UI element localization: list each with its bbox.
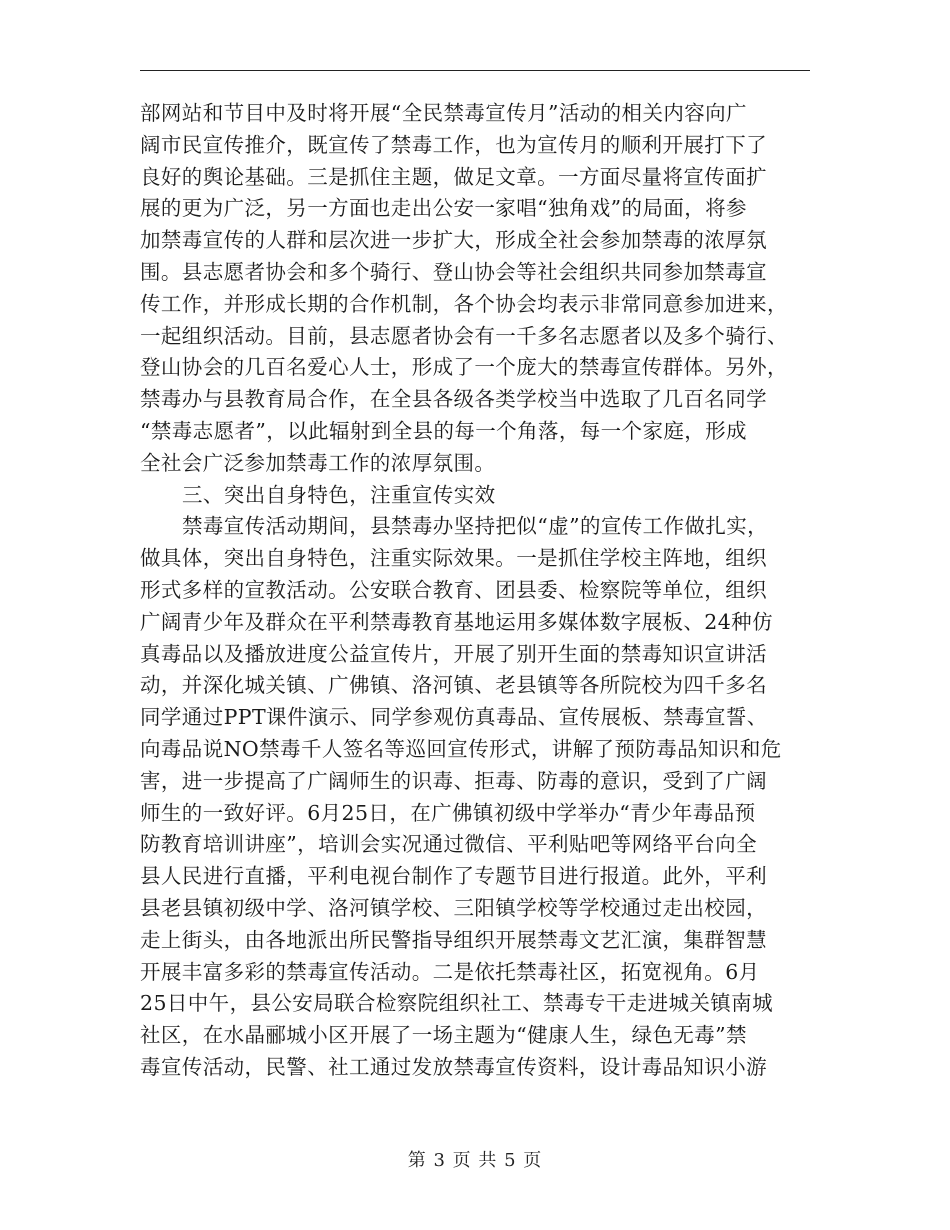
text-line: 部网站和节目中及时将开展“全民禁毒宣传月”活动的相关内容向广 <box>140 101 747 125</box>
text-line: 县老县镇初级中学、洛河镇学校、三阳镇学校等学校通过走出校园， <box>140 895 767 920</box>
text-line: 登山协会的几百名爱心人士，形成了一个庞大的禁毒宣传群体。另外， <box>140 355 788 380</box>
text-line: 广阔青少年及群众在平利禁毒教育基地运用多媒体数字展板、24种仿 <box>140 609 773 634</box>
text-line: 良好的舆论基础。三是抓住主题，做足文章。一方面尽量将宣传面扩 <box>140 164 767 189</box>
text-line: 25日中午，县公安局联合检察院组织社工、禁毒专干走进城关镇南城 <box>140 991 773 1016</box>
text-line: 害，进一步提高了广阔师生的识毒、拒毒、防毒的意识，受到了广阔 <box>140 768 767 793</box>
text-line: 展的更为广泛，另一方面也走出公安一家唱“独角戏”的局面，将参 <box>140 196 747 221</box>
text-line: 开展丰富多彩的禁毒宣传活动。二是依托禁毒社区，拓宽视角。6月 <box>140 959 760 984</box>
text-line: 加禁毒宣传的人群和层次进一步扩大，形成全社会参加禁毒的浓厚氛 <box>140 228 767 253</box>
body-text <box>140 98 820 1084</box>
section-heading: 三、突出自身特色，注重宣传实效 <box>182 482 496 507</box>
text-line: 形式多样的宣教活动。公安联合教育、团县委、检察院等单位，组织 <box>140 577 767 602</box>
text-line: 县人民进行直播，平利电视台制作了专题节目进行报道。此外，平利 <box>140 864 767 889</box>
text-line: “禁毒志愿者”，以此辐射到全县的每一个角落，每一个家庭，形成 <box>140 418 747 443</box>
text-line: 一起组织活动。目前，县志愿者协会有一千多名志愿者以及多个骑行、 <box>140 323 788 348</box>
page-footer: 第 3 页 共 5 页 <box>407 1150 543 1171</box>
text-line: 全社会广泛参加禁毒工作的浓厚氛围。 <box>140 450 496 475</box>
text-line: 做具体，突出自身特色，注重实际效果。一是抓住学校主阵地，组织 <box>140 546 767 571</box>
text-line: 同学通过PPT课件演示、同学参观仿真毒品、宣传展板、禁毒宣誓、 <box>140 705 768 730</box>
text-line: 毒宣传活动，民警、社工通过发放禁毒宣传资料，设计毒品知识小游 <box>140 1054 767 1079</box>
text-line: 传工作，并形成长期的合作机制，各个协会均表示非常同意参加进来， <box>140 291 788 316</box>
text-line: 围。县志愿者协会和多个骑行、登山协会等社会组织共同参加禁毒宣 <box>140 259 767 284</box>
text-line: 向毒品说NO禁毒千人签名等巡回宣传形式，讲解了预防毒品知识和危 <box>140 736 782 761</box>
text-line: 社区，在水晶郦城小区开展了一场主题为“健康人生，绿色无毒”禁 <box>140 1023 747 1048</box>
text-line: 防教育培训讲座”，培训会实况通过微信、平利贴吧等网络平台向全 <box>140 832 757 857</box>
text-line: 走上街头，由各地派出所民警指导组织开展禁毒文艺汇演，集群智慧 <box>140 927 767 952</box>
paragraph-start: 禁毒宣传活动期间，县禁毒办坚持把似“虚”的宣传工作做扎实， <box>182 514 769 539</box>
text-line: 师生的一致好评。6月25日，在广佛镇初级中学举办“青少年毒品预 <box>140 800 756 825</box>
text-line: 真毒品以及播放进度公益宣传片，开展了别开生面的禁毒知识宣讲活 <box>140 641 767 666</box>
text-line: 禁毒办与县教育局合作，在全县各级各类学校当中选取了几百名同学 <box>140 387 767 412</box>
text-line: 动，并深化城关镇、广佛镇、洛河镇、老县镇等各所院校为四千多名 <box>140 673 767 698</box>
header-rule <box>140 70 810 71</box>
text-line: 阔市民宣传推介，既宣传了禁毒工作，也为宣传月的顺利开展打下了 <box>140 132 767 157</box>
